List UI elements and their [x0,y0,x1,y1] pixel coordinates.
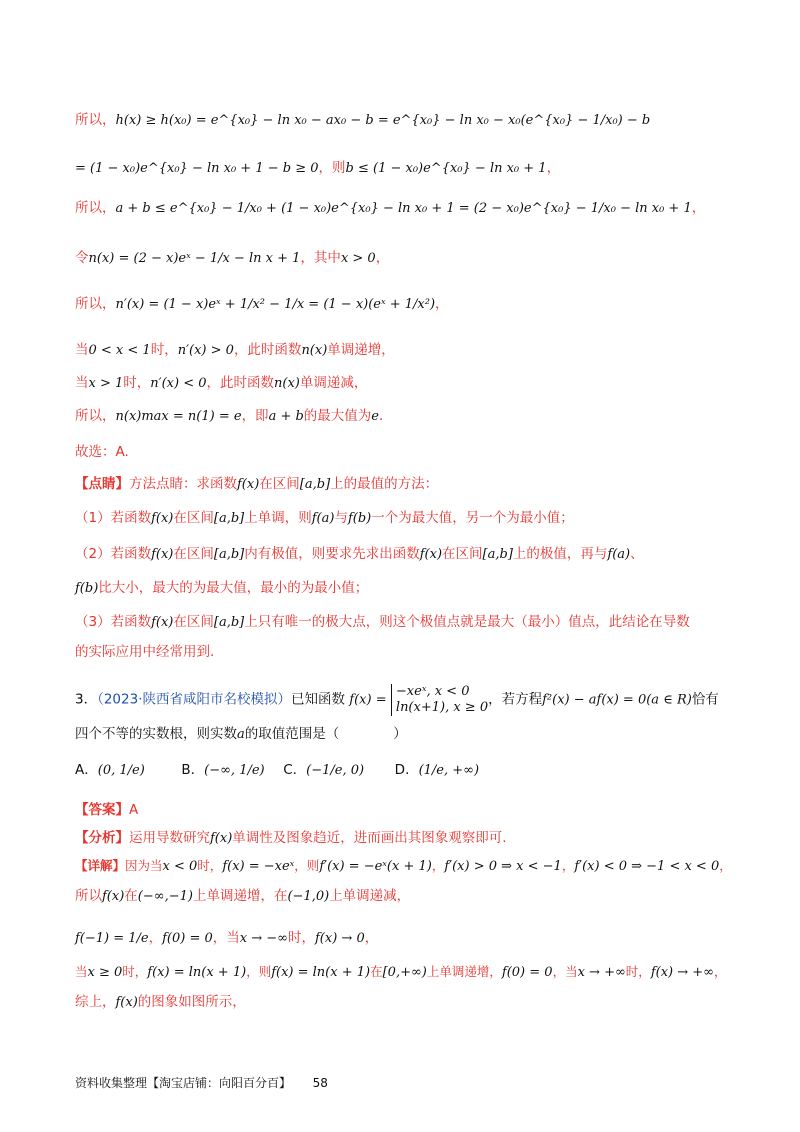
tip-line-1: 【点睛】方法点睛：求函数f(x)在区间[a,b]上的最值的方法： [75,476,439,492]
solution-line-7: 当x > 1时，n′(x) < 0，此时函数n(x)单调递减， [75,375,368,391]
answer-label: 【答案】 [75,802,129,818]
question-source: （2023·陕西省咸阳市名校模拟） [97,691,291,708]
solution-line-2: = (1 − x₀)e^{x₀} − ln x₀ + 1 − b ≥ 0，则b ≤ (1 − x₀)e^{x₀} − ln x₀ + 1， [75,160,561,176]
answer-value: A [129,802,139,818]
solution-line-5: 所以，n′(x) = (1 − x)eˣ + 1/x² − 1/x = (1 − x)(eˣ + 1/x²)， [75,296,449,312]
answer-line [75,798,740,818]
formula: a + b ≤ e^{x₀} − 1/x₀ + (1 − x₀)e^{x₀} − ln x₀ + 1 = (2 − x₀)e^{x₀} − 1/x₀ − ln x₀ + 1 [115,201,692,216]
option-c[interactable]: C．(−1/e, 0) [283,762,365,778]
tip-line-4: f(b)比大小，最大的为最大值，最小的为最小值； [75,580,369,596]
page-number: 58 [312,1076,328,1090]
analysis-line: 【分析】运用导数研究f(x)单调性及图象趋近，进而画出其图象观察即可. [75,830,507,846]
piecewise-brace: −xeˣ, x < 0 ln(x+1), x ≥ 0 [391,684,488,716]
question-options [75,758,740,778]
question-stem-line-1: 3．（2023·陕西省咸阳市名校模拟）已知函数 f(x) = −xeˣ, x < 0 ln(x+1), x ≥ 0 ，若方程f²(x) − af(x) = 0(a ∈ R)恰有 [75,684,719,715]
solution-line-3: 所以，a + b ≤ e^{x₀} − 1/x₀ + (1 − x₀)e^{x₀} − ln x₀ + 1 = (2 − x₀)e^{x₀} − 1/x₀ − ln x₀ + 1， [75,200,706,216]
solution-line-6: 当0 < x < 1时，n′(x) > 0，此时函数n(x)单调递增， [75,342,395,358]
solution-line-1: 所以，h(x) ≥ h(x₀) = e^{x₀} − ln x₀ − ax₀ − b = e^{x₀} − ln x₀ − x₀(e^{x₀} − 1/x₀) − b [75,112,651,128]
tip-line-5: （3）若函数f(x)在区间[a,b]上只有唯一的极大点，则这个极值点就是最大（最小）值点，此结论在导数 [75,614,690,630]
formula: b ≤ (1 − x₀)e^{x₀} − ln x₀ + 1 [345,161,547,176]
detail-line-5: 综上，f(x)的图象如图所示， [75,994,246,1010]
question-number: 3． [75,691,98,708]
solution-choice: 故选：A. [75,444,129,460]
page-footer [75,1074,328,1091]
tip-line-2: （1）若函数f(x)在区间[a,b]上单调，则f(a)与f(b)一个为最大值，另一个为最小值； [75,510,574,526]
tip-line-3: （2）若函数f(x)在区间[a,b]内有极值，则要求先求出函数f(x)在区间[a,b]上的极值，再与f(a)、 [75,546,644,562]
detail-line-2: 所以f(x)在(−∞,−1)上单调递增，在(−1,0)上单调递减， [75,888,411,904]
formula: n(x) = (2 − x)eˣ − 1/x − ln x + 1 [88,251,301,266]
solution-line-8: 所以，n(x)max = n(1) = e，即a + b的最大值为e. [75,408,384,424]
formula: n′(x) = (1 − x)eˣ + 1/x² − 1/x = (1 − x)(eˣ + 1/x²) [115,297,436,312]
detail-label: 【详解】 [75,858,126,873]
tip-line-6: 的实际应用中经常用到. [75,644,215,660]
formula: h(x) ≥ h(x₀) = e^{x₀} − ln x₀ − ax₀ − b = e^{x₀} − ln x₀ − x₀(e^{x₀} − 1/x₀) − b [115,113,651,128]
detail-line-4: 当x ≥ 0时，f(x) = ln(x + 1)，则f(x) = ln(x + 1)在[0,+∞)上单调递增，f(0) = 0，当x → +∞时，f(x) → +∞， [75,964,727,980]
detail-line-1: 【详解】因为当x < 0时，f(x) = −xeˣ，则f′(x) = −eˣ(x + 1)，f′(x) > 0 ⇒ x < −1，f′(x) < 0 ⇒ −1 < x < 0， [75,858,732,874]
tip-label: 【点睛】 [75,476,129,492]
formula: x > 0 [340,251,376,266]
footer-text: 资料收集整理【淘宝店铺：向阳百分百】 [75,1076,292,1090]
analysis-label: 【分析】 [75,830,129,846]
formula: = (1 − x₀)e^{x₀} − ln x₀ + 1 − b ≥ 0 [75,161,319,176]
solution-line-4: 令n(x) = (2 − x)eˣ − 1/x − ln x + 1，其中x > 0， [75,250,390,266]
option-b[interactable]: B．(−∞, 1/e) [181,762,265,778]
question-stem-line-2: 四个不等的实数根，则实数a的取值范围是（ ） [75,726,407,742]
option-a[interactable]: A．(0, 1/e) [75,762,145,778]
detail-line-3: f(−1) = 1/e，f(0) = 0，当x → −∞时，f(x) → 0， [75,930,379,946]
option-d[interactable]: D．(1/e, +∞) [394,762,480,778]
